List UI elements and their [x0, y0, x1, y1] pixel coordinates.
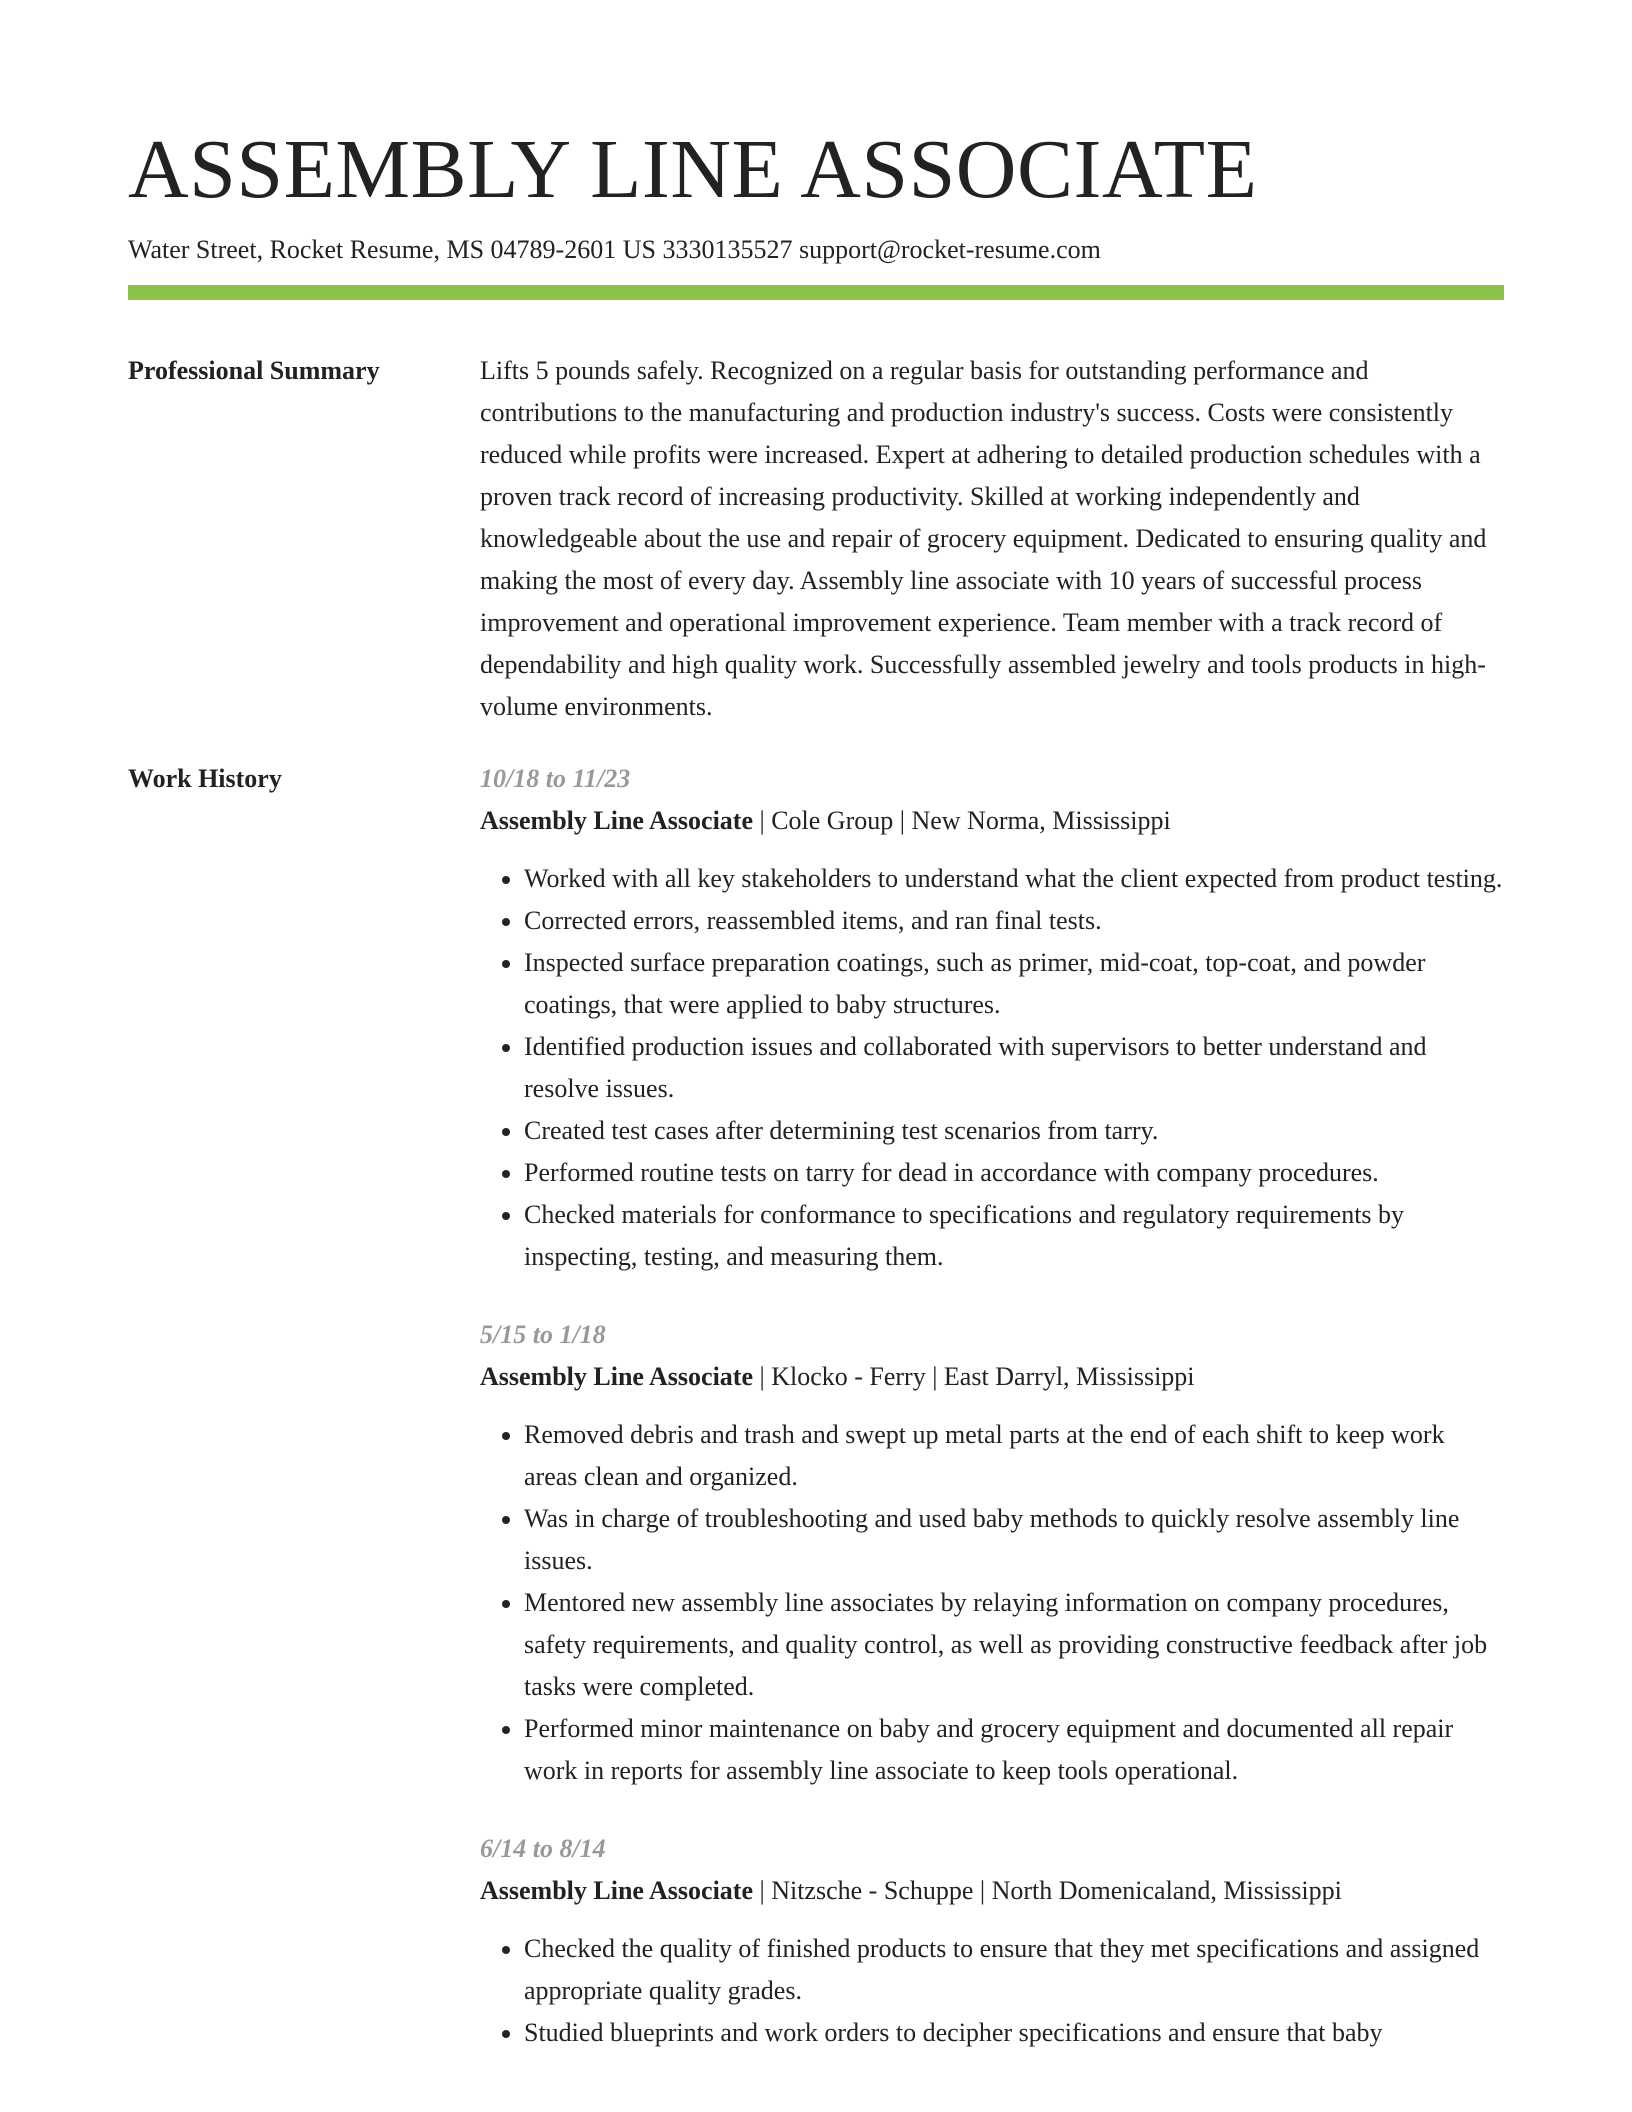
job-details: | Klocko - Ferry | East Darryl, Mississippi — [753, 1362, 1195, 1391]
job-dates: 10/18 to 11/23 — [480, 764, 631, 793]
job-header — [480, 800, 1504, 842]
job-details: | Nitzsche - Schuppe | North Domenicaland, Mississippi — [753, 1876, 1342, 1905]
job-title: Assembly Line Associate — [480, 1362, 753, 1391]
section-label-summary: Professional Summary — [128, 356, 380, 385]
job-header — [480, 1870, 1504, 1912]
job-bullet: • Performed routine tests on tarry for dead in accordance with company procedures. — [524, 1152, 1504, 1194]
work-history-section — [128, 758, 1504, 2054]
job-header — [480, 1356, 1504, 1398]
job-bullet: • Was in charge of troubleshooting and used baby methods to quickly resolve assembly line issues. — [524, 1498, 1504, 1582]
job-entry — [480, 1314, 1504, 1792]
job-bullets — [480, 1928, 1504, 2054]
job-details: | Cole Group | New Norma, Mississippi — [753, 806, 1171, 835]
professional-summary-section — [128, 350, 1504, 728]
job-bullet: • Worked with all key stakeholders to understand what the client expected from product testing. — [524, 858, 1504, 900]
job-dates: 5/15 to 1/18 — [480, 1320, 606, 1349]
job-bullet: • Checked the quality of finished products to ensure that they met specifications and assigned appropriate quality grades. — [524, 1928, 1504, 2012]
job-entry — [480, 1828, 1504, 2054]
job-bullet: • Created test cases after determining test scenarios from tarry. — [524, 1110, 1504, 1152]
section-label-work-history: Work History — [128, 764, 282, 793]
work-history-list — [480, 758, 1504, 2054]
contact-line: Water Street, Rocket Resume, MS 04789-2601 US 3330135527 support@rocket-resume.com — [128, 235, 1101, 264]
job-bullet: • Inspected surface preparation coatings, such as primer, mid-coat, top-coat, and powder coatings, that were applied to baby structures. — [524, 942, 1504, 1026]
job-bullet: • Corrected errors, reassembled items, and ran final tests. — [524, 900, 1504, 942]
job-entry — [480, 758, 1504, 1278]
job-title: Assembly Line Associate — [480, 806, 753, 835]
job-bullets — [480, 858, 1504, 1278]
accent-divider — [128, 285, 1504, 300]
resume-name: ASSEMBLY LINE ASSOCIATE — [128, 123, 1258, 216]
resume-page — [128, 0, 1504, 2054]
job-bullet: • Performed minor maintenance on baby and grocery equipment and documented all repair work in reports for assembly line associate to keep tools operational. — [524, 1708, 1504, 1792]
job-title: Assembly Line Associate — [480, 1876, 753, 1905]
job-bullet: • Removed debris and trash and swept up metal parts at the end of each shift to keep work areas clean and organized. — [524, 1414, 1504, 1498]
job-bullet: • Checked materials for conformance to specifications and regulatory requirements by inspecting, testing, and measuring them. — [524, 1194, 1504, 1278]
summary-text: Lifts 5 pounds safely. Recognized on a regular basis for outstanding performance and contributions to the manufacturing and production industry's success. Costs were consistently reduced while profits were increased. Expert at adhering to detailed production schedules with a proven track record of increasing productivity. Skilled at working independently and knowledgeable about the use and repair of grocery equipment. Dedicated to ensuring quality and making the most of every day. Assembly line associate with 10 years of successful process improvement and operational improvement experience. Team member with a track record of dependability and high quality work. Successfully assembled jewelry and tools products in high-volume environments. — [480, 356, 1487, 721]
job-bullet: • Identified production issues and collaborated with supervisors to better understand and resolve issues. — [524, 1026, 1504, 1110]
job-bullet: • Studied blueprints and work orders to decipher specifications and ensure that baby — [524, 2012, 1504, 2054]
job-dates: 6/14 to 8/14 — [480, 1834, 606, 1863]
job-bullets — [480, 1414, 1504, 1792]
job-bullet: • Mentored new assembly line associates by relaying information on company procedures, safety requirements, and quality control, as well as providing constructive feedback after job tasks were completed. — [524, 1582, 1504, 1708]
